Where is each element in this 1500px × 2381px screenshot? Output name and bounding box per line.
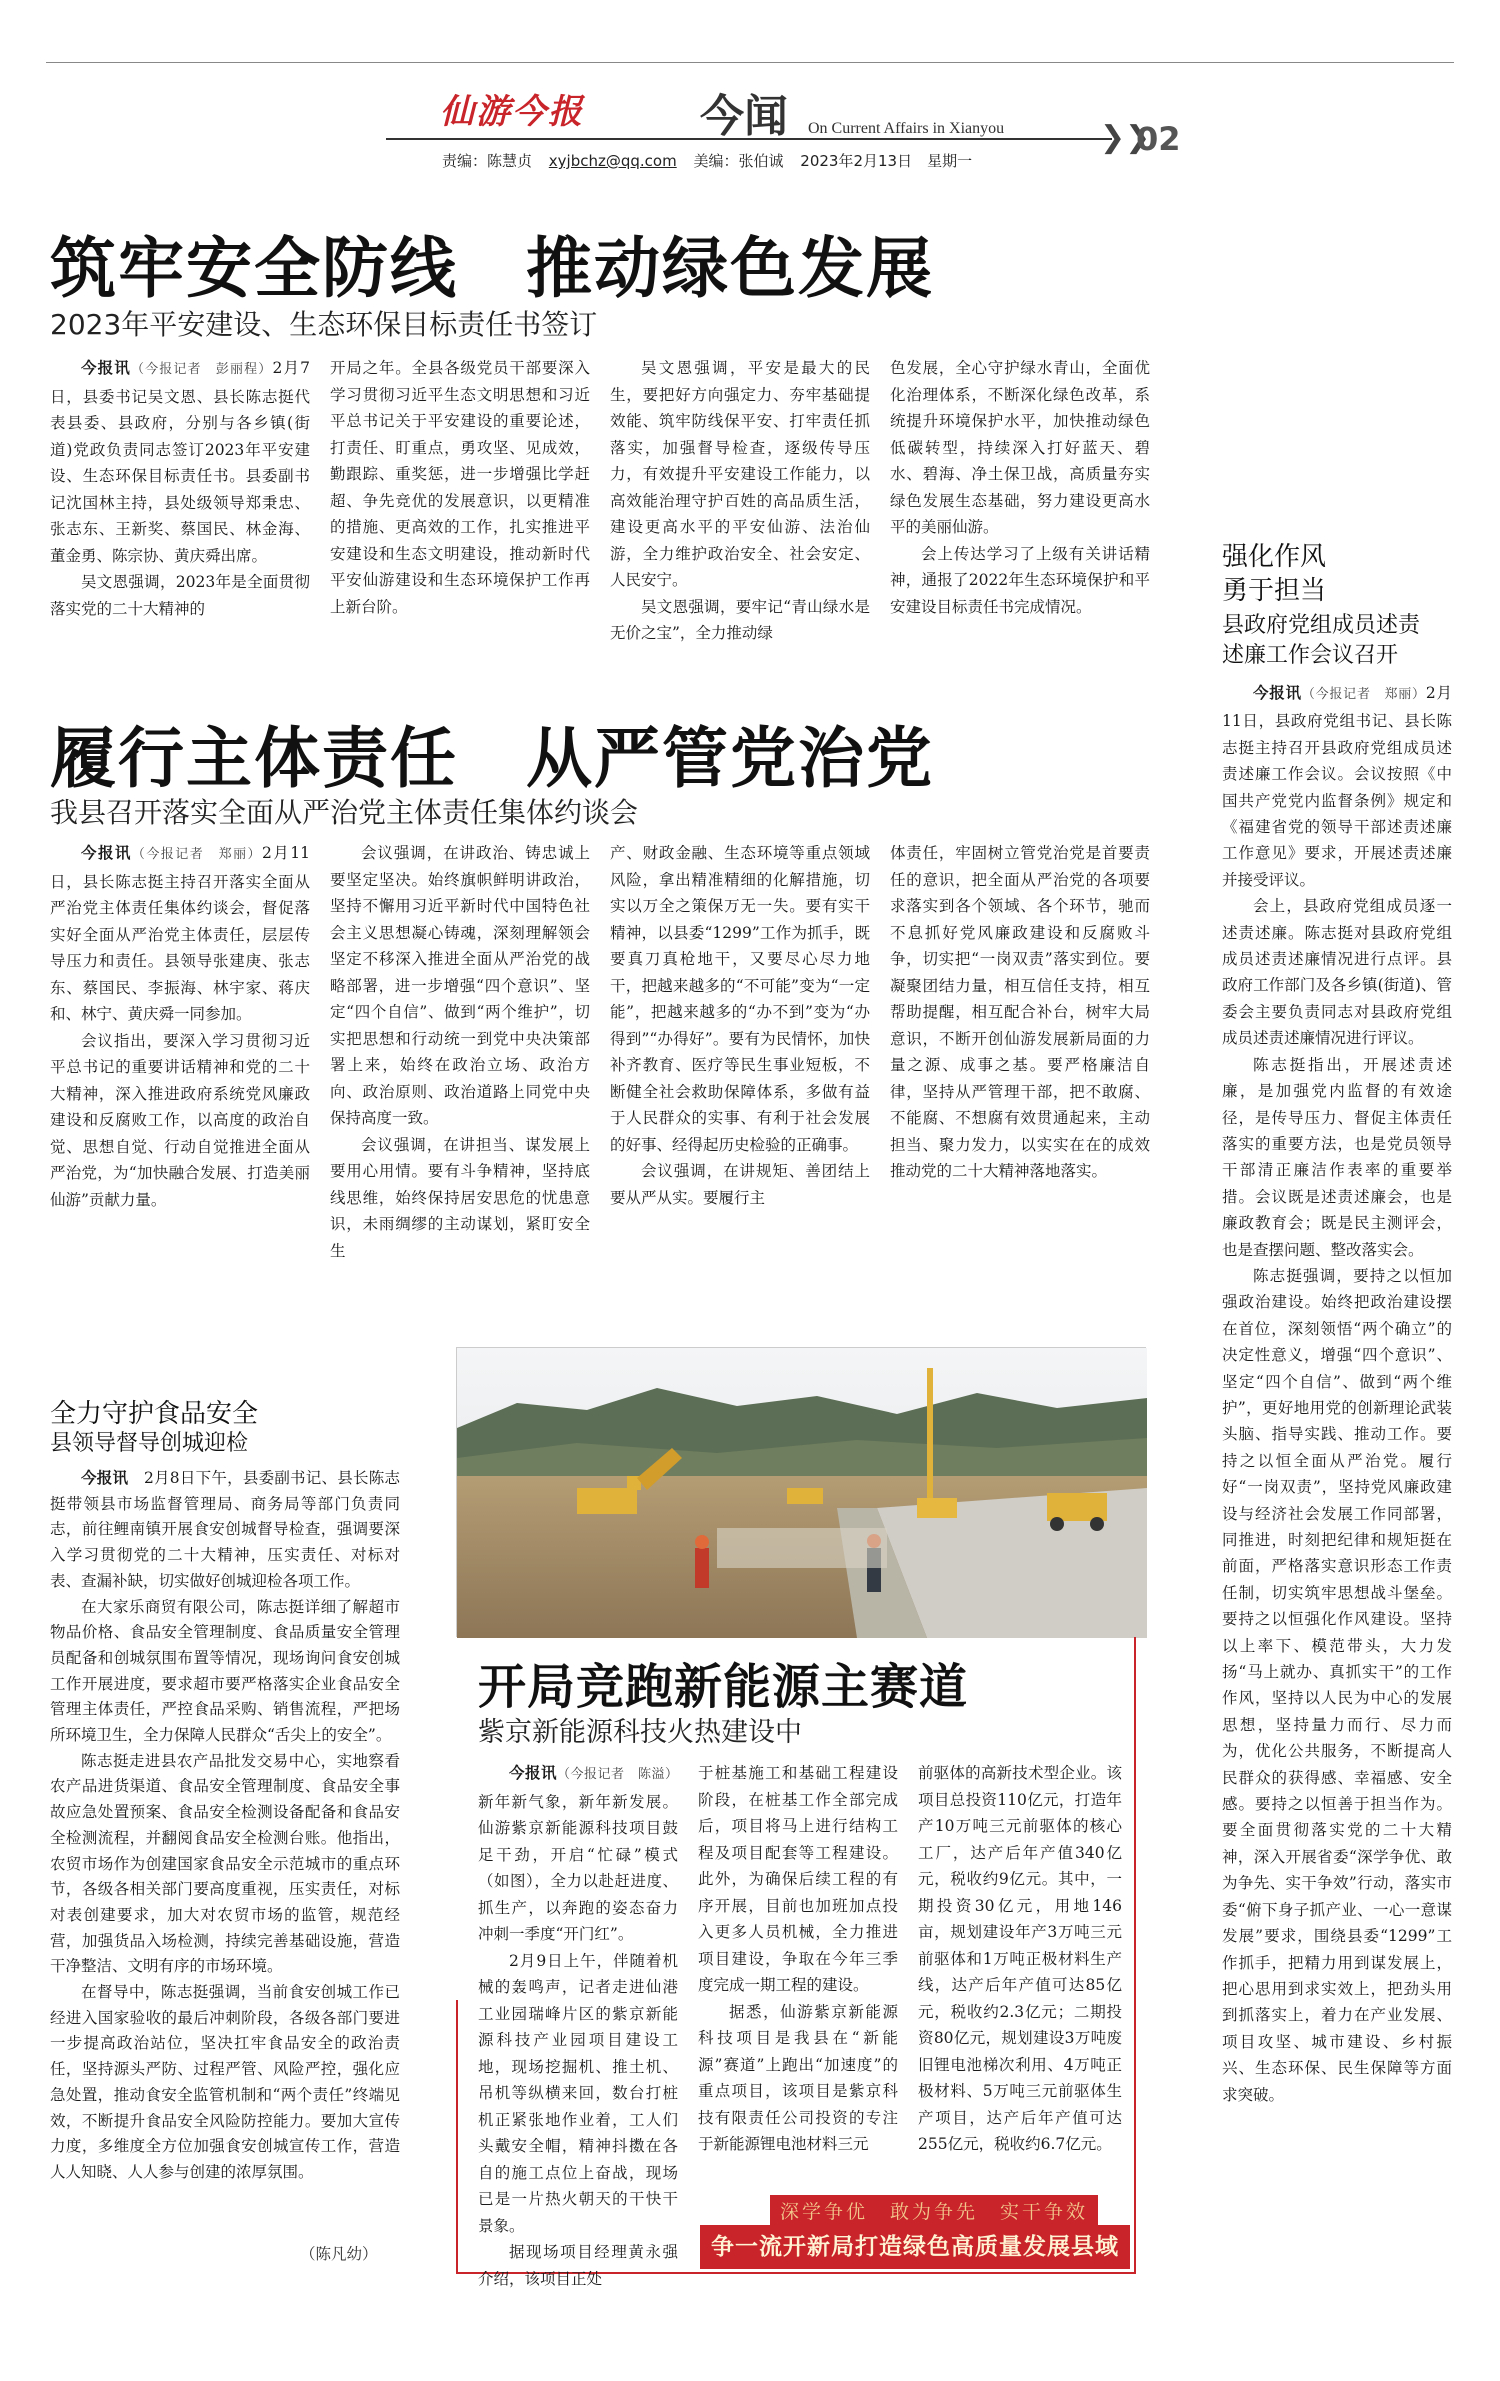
article1-title: 筑牢安全防线 推动绿色发展 bbox=[50, 230, 934, 307]
paragraph: 色发展，全心守护绿水青山，全面优化治理体系，不断深化绿色改革，系统提升环境保护水平，加快推动绿色低碳转型，持续深入打好蓝天、碧水、碧海、净土保卫战，高质量夯实绿色发展生态基础，努力建设更高水平的美丽仙游。 bbox=[890, 359, 1150, 536]
campaign-banner: 争一流开新局打造绿色高质量发展县域 bbox=[700, 2225, 1130, 2269]
article2-title: 履行主体责任 从严管党治党 bbox=[50, 720, 934, 797]
page-number: 02 bbox=[1136, 120, 1181, 158]
paragraph: 陈志挺指出，开展述责述廉，是加强党内监督的有效途径，是传导压力、督促主体责任落实的重要方法，也是党员领导干部清正廉洁作表率的重要举措。会议既是述责述廉会，也是廉政教育会；既是民主测评会，也是查摆问题、整改落实会。 bbox=[1222, 1055, 1452, 1259]
editor-name: 责编：陈慧贞 bbox=[442, 152, 533, 170]
paragraph: 2月11日，县长陈志挺主持召开落实全面从严治党主体责任集体约谈会，督促落实好全面从严治党主体责任，层层传导压力和责任。县领导张建庚、张志东、蔡国民、李振海、林宇家、蒋庆和、林宁、黄庆舜一同参加。 bbox=[50, 844, 310, 1023]
new-energy-col3 bbox=[918, 1760, 1122, 2180]
dateline: 今报讯 bbox=[81, 359, 131, 377]
article2-subtitle: 我县召开落实全面从严治党主体责任集体约谈会 bbox=[50, 796, 639, 829]
paragraph: 体责任，牢固树立管党治党是首要责任的意识，把全面从严治党的各项要求落实到各个领域、各个环节，驰而不息抓好党风廉政建设和反腐败斗争，切实把“一岗双责”落实到位。要凝聚团结力量，相互信任支持，相互帮助提醒，相互配合补台，树牢大局意识，不断开创仙游发展新局面的力量之源、成事之基。要严格廉洁自律，坚持从严管理干部，把不敢腐、不能腐、不想腐有效贯通起来，主动担当、聚力发力，以实实在在的成效推动党的二十大精神落地落实。 bbox=[890, 844, 1150, 1180]
paragraph: 吴文恩强调，2023年是全面贯彻落实党的二十大精神的 bbox=[50, 573, 310, 618]
paragraph: 会议强调，在讲担当、谋发展上要用心用情。要有斗争精神，坚持底线思维，始终保持居安思危的忧患意识，未雨绸缪的主动谋划，紧盯安全生 bbox=[330, 1135, 590, 1260]
new-energy-subtitle: 紫京新能源科技火热建设中 bbox=[478, 1717, 802, 1748]
paragraph: 开局之年。全县各级党员干部要深入学习贯彻习近平生态文明思想和习近平总书记关于平安建设的重要论述，打责任、盯重点，勇攻坚、见成效，勤跟踪、重奖惩，进一步增强比学赶超、争先竞优的发展意识，以更精准的措施、更高效的工作，扎实推进平安建设和生态文明建设，推动新时代平安仙游建设和生态环境保护工作再上新台阶。 bbox=[330, 359, 590, 616]
article2-col4 bbox=[890, 840, 1150, 1275]
paragraph: 会上传达学习了上级有关讲话精神，通报了2022年生态环境保护和平安建设目标责任书完成情况。 bbox=[890, 544, 1150, 616]
food-safety-credit: （陈凡幼） bbox=[300, 2245, 378, 2263]
paragraph: 陈志挺强调，要持之以恒加强政治建设。始终把政治建设摆在首位，深刻领悟“两个确立”的决定性意义，增强“四个意识”、坚定“四个自信”、做到“两个维护”，更好地用党的创新理论武装头脑、指导实践、推动工作。要持之以恒全面从严治党。履行好“一岗双责”，坚持党风廉政建设与经济社会发展工作同部署，同推进，时刻把纪律和规矩挺在前面，严格落实意识形态工作责任制，切实筑牢思想战斗堡垒。要持之以恒强化作风建设。坚持以上率下、模范带头，大力发扬“马上就办、真抓实干”的工作作风，坚持以人民为中心的发展思想，坚持量力而行、尽力而为，优化公共服务，不断提高人民群众的获得感、幸福感、安全感。要持之以恒善于担当作为。要全面贯彻落实党的二十大精神，深入开展省委“深学争优、敢为争先、实干争效”行动，落实市委“俯下身子抓产业、一心一意谋发展”要求，围绕县委“1299”工作抓手，把精力用到谋发展上，把心思用到求实效上，把劲头用到抓落实上，着力在产业发展、项目攻坚、城市建设、乡村振兴、生态环保、民生保障等方面求突破。 bbox=[1222, 1266, 1452, 2104]
masthead-rule bbox=[386, 138, 1112, 140]
section-title: 今闻 bbox=[700, 91, 788, 142]
sidebar-title-line2: 勇于担当 bbox=[1222, 576, 1327, 606]
new-energy-box-left-border bbox=[456, 2000, 458, 2274]
chevron-right-icon: ❯❯ bbox=[1100, 120, 1151, 155]
article1-subtitle: 2023年平安建设、生态环保目标责任书签订 bbox=[50, 308, 598, 341]
paragraph: 2月11日，县政府党组书记、县长陈志挺主持召开县政府党组成员述责述廉工作会议。会议按照《中国共产党党内监督条例》规定和《福建省党的领导干部述责述廉工作意见》要求，开展述责述廉并接受评议。 bbox=[1222, 684, 1452, 889]
paragraph: 会上，县政府党组成员逐一述责述廉。陈志挺对县政府党组成员述责述廉情况进行点评。县政府工作部门及各乡镇(街道)、管委会主要负责同志对县政府党组成员述责述廉情况进行评议。 bbox=[1222, 897, 1452, 1048]
editor-line bbox=[442, 150, 984, 171]
paragraph: 据悉，仙游紫京新能源科技项目是我县在“新能源”赛道”上跑出“加速度”的重点项目，该项目是紫京科技有限责任公司投资的专注于新能源锂电池材料三元 bbox=[698, 2002, 898, 2153]
food-safety-subtitle: 县领导督导创城迎检 bbox=[50, 1431, 249, 1456]
dateline: 今报讯 bbox=[81, 1469, 129, 1487]
byline: （今报记者 彭丽程） bbox=[130, 362, 273, 377]
article2-col1 bbox=[50, 840, 310, 1275]
food-safety-body bbox=[50, 1466, 400, 2266]
paragraph: 在大家乐商贸有限公司，陈志挺详细了解超市物品价格、食品安全管理制度、食品质量安全管理员配备和创城氛围布置等情况，现场询问食安创城工作开展进度，要求超市要严格落实企业食品安全管理主体责任，严控食品采购、销售流程，严把场所环境卫生，全力保障人民群众“舌尖上的安全”。 bbox=[50, 1597, 400, 1745]
paragraph: 2月7日，县委书记吴文恩、县长陈志挺代表县委、县政府，分别与各乡镇(街道)党政负责同志签订2023年平安建设、生态环保目标责任书。县委副书记沈国林主持，县处级领导郑秉忠、张志东、王新奖、蔡国民、林金海、董金勇、陈宗协、黄庆舜出席。 bbox=[50, 359, 310, 565]
paragraph: 在督导中，陈志挺强调，当前食安创城工作已经进入国家验收的最后冲刺阶段，各级各部门要进一步提高政治站位，坚决扛牢食品安全的政治责任，坚持源头严防、过程严管、风险严控，强化应急处置，推动食安全监管机制和“两个责任”终端见效，不断提升食品安全风险防控能力。要加大宣传力度，多维度全方位加强食安创城宣传工作，营造人人知晓、人人参与创建的浓厚氛围。 bbox=[50, 1983, 400, 2181]
paragraph: 据现场项目经理黄永强介绍，该项目正处 bbox=[478, 2243, 678, 2288]
byline: （今报记者 郑丽） bbox=[1301, 687, 1426, 702]
top-rule bbox=[46, 62, 1454, 63]
byline: （今报记者 郑丽） bbox=[131, 847, 262, 862]
sidebar-body bbox=[1222, 680, 1452, 2170]
construction-photo-illustration bbox=[457, 1348, 1147, 1638]
sidebar-subtitle-line1: 县政府党组成员述责 bbox=[1222, 613, 1421, 638]
paragraph: 新年新气象，新年新发展。仙游紫京新能源科技项目鼓足干劲，开启“忙碌”模式（如图），全力以赴赶进度、抓生产，以奔跑的姿态奋力冲刺一季度“开门红”。 bbox=[478, 1792, 678, 1943]
article2-col2 bbox=[330, 840, 590, 1275]
paragraph: 会议强调，在讲规矩、善团结上要从严从实。要履行主 bbox=[610, 1162, 870, 1207]
paragraph: 2月9日上午，伴随着机械的轰鸣声，记者走进仙港工业园瑞峰片区的紫京新能源科技产业园项目建设工地，现场挖掘机、推土机、吊机等纵横来回，数台打桩机正紧张地作业着，工人们头戴安全帽，精神抖擞在各自的施工点位上奋战，现场已是一片热火朝天的干快干景象。 bbox=[478, 1951, 678, 2235]
dateline: 今报讯 bbox=[509, 1764, 557, 1782]
new-energy-title: 开局竞跑新能源主赛道 bbox=[478, 1659, 969, 1715]
paragraph: 吴文恩强调，要牢记“青山绿水是无价之宝”，全力推动绿 bbox=[610, 597, 870, 642]
paragraph: 吴文恩强调，平安是最大的民生，要把好方向强定力、夯牢基础提效能、筑牢防线保平安、打牢责任抓落实，加强督导检查，逐级传导压力，有效提升平安建设工作能力，以高效能治理守护百姓的高品质生活，建设更高水平的平安仙游、法治仙游，全力维护政治安全、社会安定、人民安宁。 bbox=[610, 359, 870, 589]
paragraph: 于桩基施工和基础工程建设阶段，在桩基工作全部完成后，项目将马上进行结构工程及项目配套等工程建设。此外，为确保后续工程的有序开展，目前也加班加点投入更多人员机械，全力推进项目建设，争取在今年三季度完成一期工程的建设。 bbox=[698, 1764, 898, 1994]
paragraph: 会议强调，在讲政治、铸忠诚上要坚定坚决。始终旗帜鲜明讲政治，坚持不懈用习近平新时代中国特色社会主义思想凝心铸魂，深刻理解领会坚定不移深入推进全面从严治党的战略部署，进一步增强“四个意识”、坚定“四个自信”、做到“两个维护”，切实把思想和行动统一到党中央决策部署上来，始终在政治立场、政治方向、政治原则、政治道路上同党中央保持高度一致。 bbox=[330, 844, 590, 1127]
paragraph: 前驱体的高新技术型企业。该项目总投资110亿元，打造年产10万吨三元前驱体的核心工厂，达产后年产值340亿元，税收约9亿元。其中，一期投资30亿元，用地146亩，规划建设年产3万吨三元前驱体和1万吨正极材料生产线，达产后年产值可达85亿元，税收约2.3亿元；二期投资80亿元，规划建设3万吨废旧锂电池梯次利用、4万吨正极材料、5万吨三元前驱体生产项目，达产后年产值可达255亿元，税收约6.7亿元。 bbox=[918, 1764, 1122, 2153]
article1-col3 bbox=[610, 355, 870, 647]
editor-email[interactable]: xyjbchz@qq.com bbox=[548, 152, 677, 170]
article1-col1 bbox=[50, 355, 310, 647]
paragraph: 2月8日下午，县委副书记、县长陈志挺带领县市场监督管理局、商务局等部门负责同志，前往鲤南镇开展食安创城督导检查，强调要深入学习贯彻党的二十大精神，压实责任、对标对表、查漏补缺，切实做好创城迎检各项工作。 bbox=[50, 1469, 400, 1590]
article1-col2 bbox=[330, 355, 590, 647]
construction-site-photo bbox=[456, 1347, 1146, 1637]
article1-col4 bbox=[890, 355, 1150, 647]
new-energy-col2 bbox=[698, 1760, 898, 2180]
paragraph: 陈志挺走进县农产品批发交易中心，实地察看农产品进货渠道、食品安全管理制度、食品安全事故应急处置预案、食品安全检测设备配备和食品安全检测流程，并翻阅食品安全检测台账。他指出，农贸市场作为创建国家食品安全示范城市的重点环节，各级各相关部门要高度重视，压实责任，对标对表创建要求，加大对农贸市场的监管，规范经营，加强货品入场检测，持续完善基础设施，营造干净整洁、文明有序的市场环境。 bbox=[50, 1751, 400, 1976]
newspaper-logo: 仙游今报 bbox=[440, 92, 584, 132]
new-energy-col1 bbox=[478, 1760, 678, 2288]
dateline: 今报讯 bbox=[1253, 684, 1302, 702]
sidebar-subtitle-line2: 述廉工作会议召开 bbox=[1222, 643, 1399, 668]
designer-name: 美编：张伯诚 bbox=[693, 152, 784, 170]
dateline: 今报讯 bbox=[81, 844, 132, 862]
paragraph: 产、财政金融、生态环境等重点领域风险，拿出精准精细的化解措施，切实以万全之策保万无一失。要有实干精神，以县委“1299”工作为抓手，既要真刀真枪地干，又要尽心尽力地干，把越来越多的“不可能”变为“一定能”，把越来越多的“办不到”变为“办得到”“办得好”。要有为民情怀，加快补齐教育、医疗等民生事业短板，不断健全社会救助保障体系，多做有益于人民群众的实事、有利于社会发展的好事、经得起历史检验的正确事。 bbox=[610, 844, 870, 1154]
food-safety-title: 全力守护食品安全 bbox=[50, 1399, 259, 1429]
issue-date: 2023年2月13日 星期一 bbox=[800, 152, 973, 170]
campaign-slogan: 深学争优 敢为争先 实干争效 bbox=[770, 2195, 1098, 2226]
byline: （今报记者 陈溢） bbox=[557, 1767, 678, 1782]
sidebar-title-line1: 强化作风 bbox=[1222, 542, 1327, 572]
paragraph: 会议指出，要深入学习贯彻习近平总书记的重要讲话精神和党的二十大精神，深入推进政府系统党风廉政建设和反腐败工作，以高度的政治自觉、思想自觉、行动自觉推进全面从严治党，为“加快融合发展、打造美丽仙游”贡献力量。 bbox=[50, 1031, 310, 1209]
article2-col3 bbox=[610, 840, 870, 1275]
section-subtitle-en: On Current Affairs in Xianyou bbox=[808, 120, 1005, 137]
